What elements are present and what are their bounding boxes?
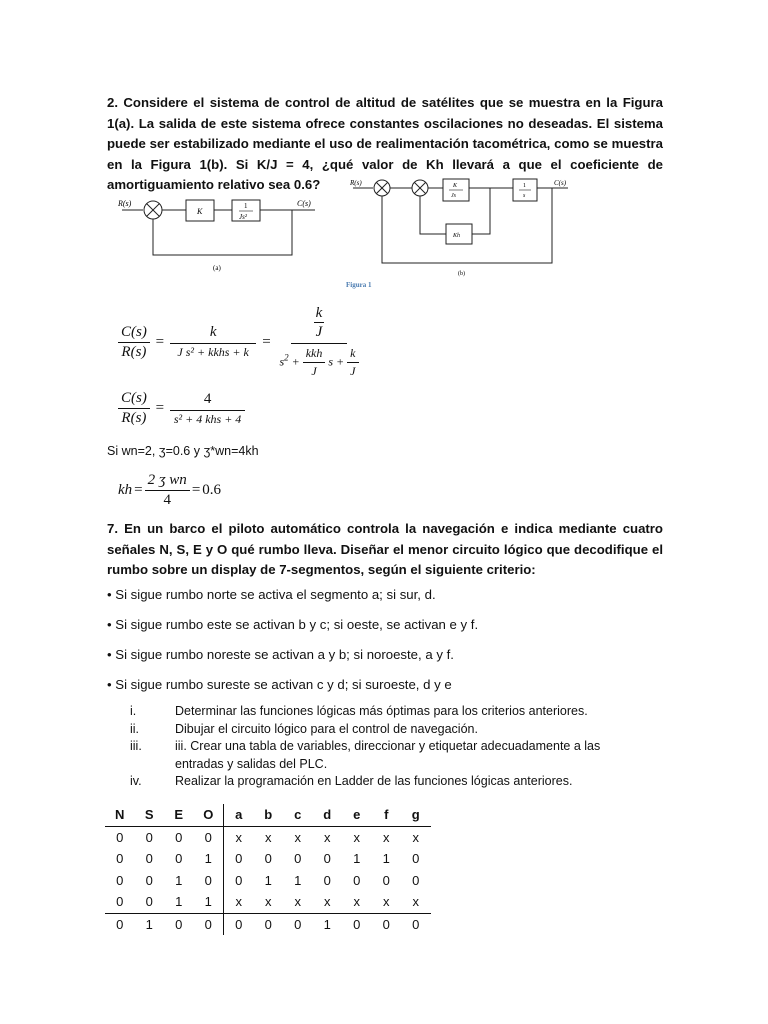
task-item bbox=[130, 721, 625, 739]
task-text: iii. Crear una tabla de variables, direccionar y etiquetar adecuadamente a las entradas y salidas del PLC. bbox=[175, 739, 601, 771]
table-cell: x bbox=[353, 829, 360, 845]
table-cell: 0 bbox=[145, 851, 153, 867]
diagram-b-block2-num: 1 bbox=[523, 183, 526, 189]
table-cell: 1 bbox=[175, 872, 183, 888]
diagram-b-block2-den: s bbox=[523, 193, 526, 199]
table-cell: x bbox=[265, 829, 272, 845]
equation-1: $\frac{C(s)}{R(s)}$ = $\frac{k}{\text{J s² + kkhs + k}}$ = $\frac{k}{J}$ $s^2$ + $\frac{\text{kkh}}{J}$ s + $\frac{k}{J}$ bbox=[118, 305, 362, 379]
table-cell: 0 bbox=[254, 913, 284, 935]
table-cell: 0 bbox=[342, 913, 372, 935]
task-text: Determinar las funciones lógicas más óptimas para los criterios anteriores. bbox=[175, 704, 588, 718]
task-item bbox=[130, 773, 625, 791]
kh-equation: kh = $\frac{\text{2 ʒ wn}}{4}$ = 0.6 bbox=[118, 472, 222, 508]
table-cell: 0 bbox=[412, 872, 420, 888]
task-number: iii. bbox=[130, 739, 142, 753]
table-cell: x bbox=[265, 894, 272, 910]
equation-2: $\frac{C(s)}{R(s)}$ = $\frac{4}{\text{s² + 4 khs + 4}}$ bbox=[118, 390, 245, 427]
eq2-lhs-den: R(s) bbox=[121, 410, 147, 426]
truth-table bbox=[105, 804, 431, 935]
table-cell: x bbox=[324, 894, 331, 910]
table-cell: 1 bbox=[313, 913, 343, 935]
table-cell: x bbox=[235, 829, 242, 845]
table-cell: 0 bbox=[323, 872, 331, 888]
eq1-mid-num: k bbox=[170, 324, 257, 344]
col-header: N bbox=[105, 804, 135, 826]
task-item bbox=[130, 738, 625, 773]
criterion-bullet-3: • Si sigue rumbo noreste se activan a y b; si noroeste, a y f. bbox=[107, 647, 454, 662]
diagram-a bbox=[122, 200, 315, 255]
table-cell: 0 bbox=[175, 829, 183, 845]
truth-table-header bbox=[105, 804, 431, 826]
diagram-a-block2-den: Js² bbox=[239, 213, 247, 221]
table-cell: 0 bbox=[194, 826, 224, 848]
table-cell: x bbox=[383, 894, 390, 910]
table-cell: 0 bbox=[145, 894, 153, 910]
table-cell: 0 bbox=[116, 829, 124, 845]
table-cell: 0 bbox=[412, 851, 420, 867]
task-number: ii. bbox=[130, 721, 140, 736]
diagram-b-input-label: R(s) bbox=[350, 179, 362, 187]
col-header: O bbox=[194, 804, 224, 826]
problem-2-statement: 2. Considere el sistema de control de altitud de satélites que se muestra en la Figura 1(a). La salida de este sistema ofrece constantes oscilaciones no deseadas. El sistema puede ser estabilizado mediante el uso de realimentación tacométrica, como se muestra en la Figura 1(b). Si K/J = 4, ¿qué valor de Kh llevará a que el coeficiente de amortiguamiento relativo sea 0.6? bbox=[107, 95, 663, 192]
eq1-mid-den: J s² + kkhs + k bbox=[177, 345, 249, 359]
table-cell: 0 bbox=[116, 894, 124, 910]
table-cell: 0 bbox=[194, 913, 224, 935]
task-text: Realizar la programación en Ladder de las funciones lógicas anteriores. bbox=[175, 774, 573, 788]
eq2-lhs-num: C(s) bbox=[118, 390, 150, 409]
criterion-bullet-4: • Si sigue rumbo sureste se activan c y d; si suroeste, d y e bbox=[107, 677, 452, 692]
table-cell: 0 bbox=[353, 872, 361, 888]
table-cell: 1 bbox=[175, 894, 183, 910]
col-header: S bbox=[135, 804, 165, 826]
diagram-b-caption: (b) bbox=[458, 271, 465, 277]
table-cell: 0 bbox=[382, 872, 390, 888]
table-cell: x bbox=[353, 894, 360, 910]
table-cell: x bbox=[324, 829, 331, 845]
diagram-b-block1-num: K bbox=[453, 183, 458, 189]
eq1-lhs-num: C(s) bbox=[118, 324, 150, 343]
col-header: b bbox=[254, 804, 284, 826]
table-cell: 0 bbox=[294, 851, 302, 867]
table-cell: 0 bbox=[164, 913, 194, 935]
figure-1-block-diagrams bbox=[110, 175, 570, 300]
diagram-a-input-label: R(s) bbox=[118, 199, 132, 208]
diagram-b-block1-den: Js bbox=[451, 193, 456, 199]
table-cell: x bbox=[235, 894, 242, 910]
criterion-bullet-2: • Si sigue rumbo este se activan b y c; si oeste, se activan e y f. bbox=[107, 617, 479, 632]
table-row bbox=[105, 913, 431, 935]
table-cell: 0 bbox=[372, 913, 402, 935]
diagram-a-block-k: K bbox=[197, 207, 203, 216]
table-cell: 1 bbox=[194, 891, 224, 913]
table-cell: 0 bbox=[194, 870, 224, 892]
kh-num: 2 ʒ wn bbox=[145, 472, 190, 491]
table-cell: 0 bbox=[224, 913, 254, 935]
table-cell: 0 bbox=[145, 829, 153, 845]
kh-den: 4 bbox=[163, 492, 171, 508]
eq1-rhs-num-num: k bbox=[315, 305, 323, 321]
table-row bbox=[105, 826, 431, 848]
table-cell: 0 bbox=[116, 851, 124, 867]
task-number: i. bbox=[130, 704, 137, 718]
table-cell: 0 bbox=[264, 851, 272, 867]
table-row bbox=[105, 870, 431, 892]
table-cell: 0 bbox=[175, 851, 183, 867]
table-cell: x bbox=[383, 829, 390, 845]
eq2-rhs-den: s² + 4 khs + 4 bbox=[173, 411, 242, 426]
kh-value: 0.6 bbox=[202, 482, 222, 498]
col-header: a bbox=[224, 804, 254, 826]
diagram-a-block2-num: 1 bbox=[244, 202, 248, 210]
problem-7-statement: 7. En un barco el piloto automático controla la navegación e indica mediante cuatro señales N, S, E y O qué rumbo lleva. Diseñar el menor circuito lógico que decodifique el rumbo sobre un display de 7-segmentos, según el siguiente criterio: bbox=[107, 521, 663, 577]
col-header: e bbox=[342, 804, 372, 826]
table-cell: 1 bbox=[382, 851, 390, 867]
task-list bbox=[130, 703, 625, 791]
col-header: d bbox=[313, 804, 343, 826]
figure-caption: Figura 1 bbox=[346, 281, 372, 289]
task-number: iv. bbox=[130, 774, 142, 788]
table-cell: x bbox=[294, 829, 301, 845]
kh-label: kh bbox=[118, 482, 133, 498]
diagram-b-output-label: C(s) bbox=[554, 179, 567, 187]
table-cell: 1 bbox=[264, 872, 272, 888]
diagram-b-feedback-kh: Kh bbox=[453, 233, 461, 239]
eq2-rhs-num: 4 bbox=[170, 391, 246, 411]
col-header: g bbox=[401, 804, 431, 826]
table-cell: 0 bbox=[401, 913, 431, 935]
table-row bbox=[105, 848, 431, 870]
table-cell: 1 bbox=[353, 851, 361, 867]
table-cell: 0 bbox=[323, 851, 331, 867]
table-cell: 1 bbox=[194, 848, 224, 870]
table-cell: 1 bbox=[135, 913, 165, 935]
criterion-bullet-1: • Si sigue rumbo norte se activa el segmento a; si sur, d. bbox=[107, 587, 436, 602]
col-header: f bbox=[372, 804, 402, 826]
table-cell: x bbox=[412, 829, 419, 845]
diagram-a-caption: (a) bbox=[213, 264, 221, 272]
table-cell: 0 bbox=[116, 872, 124, 888]
table-cell: 1 bbox=[294, 872, 302, 888]
table-cell: 0 bbox=[283, 913, 313, 935]
diagram-a-output-label: C(s) bbox=[297, 199, 311, 208]
col-header: E bbox=[164, 804, 194, 826]
damping-condition: Si wn=2, ʒ=0.6 y ʒ*wn=4kh bbox=[107, 444, 259, 458]
table-cell: 0 bbox=[235, 851, 243, 867]
task-item bbox=[130, 703, 625, 721]
table-cell: 0 bbox=[145, 872, 153, 888]
diagram-b bbox=[353, 179, 568, 263]
table-cell: x bbox=[294, 894, 301, 910]
col-header: c bbox=[283, 804, 313, 826]
table-cell: x bbox=[412, 894, 419, 910]
table-row bbox=[105, 891, 431, 913]
task-text: Dibujar el circuito lógico para el control de navegación. bbox=[175, 721, 478, 736]
eq1-lhs-den: R(s) bbox=[121, 343, 147, 360]
table-cell: 0 bbox=[235, 872, 243, 888]
eq1-rhs-num-den: J bbox=[315, 324, 323, 340]
table-cell: 0 bbox=[105, 913, 135, 935]
